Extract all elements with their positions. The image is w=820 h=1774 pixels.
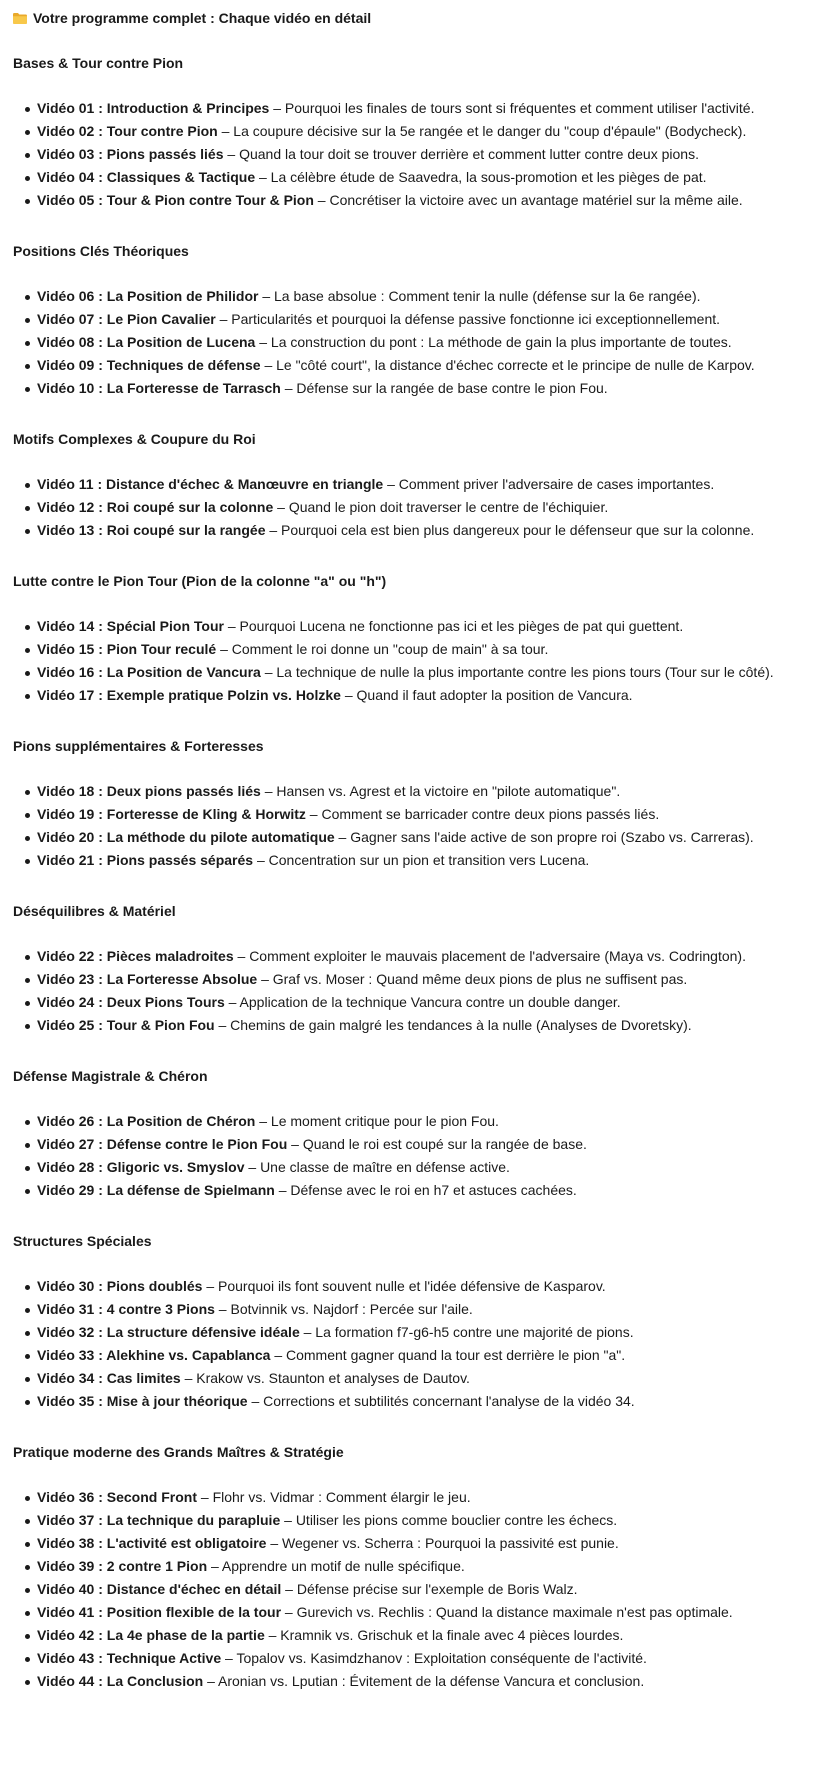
bullet-icon: [25, 1166, 30, 1171]
bullet-icon: [25, 1565, 30, 1570]
video-list-item: [13, 803, 813, 826]
bullet-icon: [25, 1400, 30, 1405]
video-list-item: [13, 308, 813, 331]
video-description: – Comment le roi donne un "coup de main" à sa tour.: [216, 641, 549, 657]
section-heading: Motifs Complexes & Coupure du Roi: [13, 431, 256, 447]
video-title: Vidéo 38 : L'activité est obligatoire: [37, 1535, 267, 1551]
video-title: Vidéo 19 : Forteresse de Kling & Horwitz: [37, 806, 306, 822]
video-list-item: [13, 1647, 813, 1670]
bullet-icon: [25, 1634, 30, 1639]
video-list-item: [13, 945, 813, 968]
video-description: – Gagner sans l'aide active de son propre roi (Szabo vs. Carreras).: [334, 829, 754, 845]
bullet-icon: [25, 836, 30, 841]
video-title: Vidéo 36 : Second Front: [37, 1489, 197, 1505]
video-description: – Comment priver l'adversaire de cases importantes.: [383, 476, 715, 492]
bullet-icon: [25, 1285, 30, 1290]
video-description: – Particularités et pourquoi la défense passive fonctionne ici exceptionnellement.: [215, 311, 721, 327]
video-list-item: [13, 1601, 813, 1624]
bullet-icon: [25, 859, 30, 864]
video-title: Vidéo 14 : Spécial Pion Tour: [37, 618, 224, 634]
video-description: – Krakow vs. Staunton et analyses de Dautov.: [180, 1370, 470, 1386]
section-heading: Positions Clés Théoriques: [13, 243, 189, 259]
video-description: – La base absolue : Comment tenir la nulle (défense sur la 6e rangée).: [258, 288, 701, 304]
sections-container: [13, 51, 813, 1693]
video-title: Vidéo 31 : 4 contre 3 Pions: [37, 1301, 215, 1317]
video-description: – La technique de nulle la plus importante contre les pions tours (Tour sur le côté).: [260, 664, 774, 680]
video-list: [13, 945, 813, 1037]
bullet-icon: [25, 364, 30, 369]
video-description: – Pourquoi Lucena ne fonctionne pas ici et les pièges de pat qui guettent.: [223, 618, 684, 634]
video-description: – Graf vs. Moser : Quand même deux pions de plus ne suffisent pas.: [257, 971, 688, 987]
video-title: Vidéo 15 : Pion Tour reculé: [37, 641, 217, 657]
video-list-item: [13, 473, 813, 496]
section-heading: Pratique moderne des Grands Maîtres & Stratégie: [13, 1444, 344, 1460]
video-title: Vidéo 27 : Défense contre le Pion Fou: [37, 1136, 288, 1152]
video-title: Vidéo 20 : La méthode du pilote automatique: [37, 829, 335, 845]
video-title: Vidéo 12 : Roi coupé sur la colonne: [37, 499, 274, 515]
section-heading: Structures Spéciales: [13, 1233, 152, 1249]
video-list-item: [13, 1321, 813, 1344]
bullet-icon: [25, 199, 30, 204]
program-section: [13, 1440, 813, 1693]
section-heading: Bases & Tour contre Pion: [13, 55, 184, 71]
bullet-icon: [25, 1354, 30, 1359]
bullet-icon: [25, 1143, 30, 1148]
video-title: Vidéo 29 : La défense de Spielmann: [37, 1182, 275, 1198]
video-title: Vidéo 41 : Position flexible de la tour: [37, 1604, 282, 1620]
video-title: Vidéo 13 : Roi coupé sur la rangée: [37, 522, 266, 538]
bullet-icon: [25, 318, 30, 323]
video-title: Vidéo 40 : Distance d'échec en détail: [37, 1581, 282, 1597]
video-description: – Kramnik vs. Grischuk et la finale avec 4 pièces lourdes.: [264, 1627, 624, 1643]
video-list-item: [13, 120, 813, 143]
video-title: Vidéo 18 : Deux pions passés liés: [37, 783, 261, 799]
video-title: Vidéo 30 : Pions doublés: [37, 1278, 203, 1294]
section-heading: Lutte contre le Pion Tour (Pion de la colonne "a" ou "h"): [13, 573, 387, 589]
video-title: Vidéo 21 : Pions passés séparés: [37, 852, 254, 868]
video-description: – Le moment critique pour le pion Fou.: [255, 1113, 499, 1129]
video-list-item: [13, 1578, 813, 1601]
video-description: – La construction du pont : La méthode de gain la plus importante de toutes.: [255, 334, 732, 350]
video-list-item: [13, 1344, 813, 1367]
video-list-item: [13, 684, 813, 707]
video-list-item: [13, 496, 813, 519]
video-description: – Gurevich vs. Rechlis : Quand la distance maximale n'est pas optimale.: [281, 1604, 733, 1620]
bullet-icon: [25, 694, 30, 699]
bullet-icon: [25, 1496, 30, 1501]
video-title: Vidéo 43 : Technique Active: [37, 1650, 222, 1666]
video-description: – Quand la tour doit se trouver derrière et comment lutter contre deux pions.: [223, 146, 699, 162]
video-list-item: [13, 1133, 813, 1156]
bullet-icon: [25, 1331, 30, 1336]
video-list-item: [13, 1390, 813, 1413]
bullet-icon: [25, 529, 30, 534]
bullet-icon: [25, 1308, 30, 1313]
video-description: – Aronian vs. Lputian : Évitement de la défense Vancura et conclusion.: [203, 1673, 645, 1689]
program-section: [13, 734, 813, 872]
video-description: – Comment exploiter le mauvais placement de l'adversaire (Maya vs. Codrington).: [233, 948, 746, 964]
video-title: Vidéo 24 : Deux Pions Tours: [37, 994, 225, 1010]
video-description: – La coupure décisive sur la 5e rangée et le danger du "coup d'épaule" (Bodycheck).: [217, 123, 747, 139]
video-list-item: [13, 780, 813, 803]
bullet-icon: [25, 1519, 30, 1524]
bullet-icon: [25, 295, 30, 300]
video-description: – La formation f7-g6-h5 contre une majorité de pions.: [299, 1324, 634, 1340]
bullet-icon: [25, 1611, 30, 1616]
video-list-item: [13, 143, 813, 166]
video-list-item: [13, 849, 813, 872]
video-description: – Défense sur la rangée de base contre le pion Fou.: [280, 380, 608, 396]
video-description: – Utiliser les pions comme bouclier contre les échecs.: [280, 1512, 618, 1528]
section-heading: Déséquilibres & Matériel: [13, 903, 176, 919]
video-title: Vidéo 17 : Exemple pratique Polzin vs. Holzke: [37, 687, 341, 703]
section-heading: Pions supplémentaires & Forteresses: [13, 738, 264, 754]
video-title: Vidéo 01 : Introduction & Principes: [37, 100, 270, 116]
video-list-item: [13, 1624, 813, 1647]
video-description: – Hansen vs. Agrest et la victoire en "pilote automatique".: [260, 783, 621, 799]
video-list-item: [13, 1110, 813, 1133]
video-description: – La célèbre étude de Saavedra, la sous-promotion et les pièges de pat.: [255, 169, 707, 185]
bullet-icon: [25, 1377, 30, 1382]
program-section: [13, 51, 813, 212]
video-title: Vidéo 32 : La structure défensive idéale: [37, 1324, 300, 1340]
bullet-icon: [25, 1001, 30, 1006]
video-list-item: [13, 97, 813, 120]
video-list: [13, 473, 813, 542]
video-title: Vidéo 39 : 2 contre 1 Pion: [37, 1558, 208, 1574]
video-description: – Une classe de maître en défense active.: [244, 1159, 510, 1175]
video-list-item: [13, 968, 813, 991]
video-list-item: [13, 1156, 813, 1179]
video-description: – Concrétiser la victoire avec un avantage matériel sur la même aile.: [313, 192, 743, 208]
video-title: Vidéo 37 : La technique du parapluie: [37, 1512, 281, 1528]
video-list: [13, 1486, 813, 1693]
bullet-icon: [25, 1680, 30, 1685]
bullet-icon: [25, 130, 30, 135]
bullet-icon: [25, 625, 30, 630]
bullet-icon: [25, 978, 30, 983]
bullet-icon: [25, 483, 30, 488]
video-title: Vidéo 06 : La Position de Philidor: [37, 288, 259, 304]
video-list-item: [13, 331, 813, 354]
video-title: Vidéo 26 : La Position de Chéron: [37, 1113, 256, 1129]
video-list: [13, 1275, 813, 1413]
video-list-item: [13, 826, 813, 849]
bullet-icon: [25, 790, 30, 795]
document-title-text: Votre programme complet : Chaque vidéo en détail: [33, 10, 372, 26]
video-list-item: [13, 615, 813, 638]
video-description: – Corrections et subtilités concernant l'analyse de la vidéo 34.: [247, 1393, 635, 1409]
video-description: – Comment gagner quand la tour est derrière le pion "a".: [270, 1347, 626, 1363]
video-list-item: [13, 189, 813, 212]
video-description: – Application de la technique Vancura contre un double danger.: [224, 994, 621, 1010]
video-description: – Botvinnik vs. Najdorf : Percée sur l'aile.: [214, 1301, 473, 1317]
bullet-icon: [25, 671, 30, 676]
video-description: – Quand le pion doit traverser le centre de l'échiquier.: [273, 499, 609, 515]
video-list-item: [13, 1670, 813, 1693]
video-list-item: [13, 285, 813, 308]
video-description: – Comment se barricader contre deux pions passés liés.: [305, 806, 660, 822]
bullet-icon: [25, 648, 30, 653]
bullet-icon: [25, 153, 30, 158]
bullet-icon: [25, 176, 30, 181]
video-list-item: [13, 638, 813, 661]
video-description: – Quand il faut adopter la position de Vancura.: [340, 687, 633, 703]
video-title: Vidéo 33 : Alekhine vs. Capablanca: [37, 1347, 271, 1363]
video-title: Vidéo 22 : Pièces maladroites: [37, 948, 234, 964]
video-description: – Topalov vs. Kasimdzhanov : Exploitation conséquente de l'activité.: [221, 1650, 647, 1666]
video-list-item: [13, 519, 813, 542]
video-list: [13, 615, 813, 707]
program-section: [13, 427, 813, 542]
video-title: Vidéo 05 : Tour & Pion contre Tour & Pion: [37, 192, 314, 208]
folder-icon: [13, 13, 27, 24]
program-section: [13, 899, 813, 1037]
video-title: Vidéo 07 : Le Pion Cavalier: [37, 311, 216, 327]
bullet-icon: [25, 1657, 30, 1662]
video-description: – Flohr vs. Vidmar : Comment élargir le jeu.: [197, 1489, 471, 1505]
bullet-icon: [25, 107, 30, 112]
video-title: Vidéo 10 : La Forteresse de Tarrasch: [37, 380, 281, 396]
video-list: [13, 1110, 813, 1202]
video-title: Vidéo 28 : Gligoric vs. Smyslov: [37, 1159, 245, 1175]
video-list-item: [13, 166, 813, 189]
video-title: Vidéo 42 : La 4e phase de la partie: [37, 1627, 265, 1643]
program-section: [13, 1064, 813, 1202]
program-section: [13, 569, 813, 707]
bullet-icon: [25, 1024, 30, 1029]
video-title: Vidéo 03 : Pions passés liés: [37, 146, 224, 162]
bullet-icon: [25, 813, 30, 818]
video-list: [13, 780, 813, 872]
program-section: [13, 1229, 813, 1413]
video-list-item: [13, 377, 813, 400]
video-title: Vidéo 04 : Classiques & Tactique: [37, 169, 256, 185]
video-description: – Quand le roi est coupé sur la rangée de base.: [287, 1136, 587, 1152]
video-description: – Le "côté court", la distance d'échec correcte et le principe de nulle de Karpov.: [260, 357, 755, 373]
video-list-item: [13, 991, 813, 1014]
video-list-item: [13, 354, 813, 377]
bullet-icon: [25, 506, 30, 511]
program-section: [13, 239, 813, 400]
video-description: – Pourquoi cela est bien plus dangereux pour le défenseur que sur la colonne.: [265, 522, 755, 538]
document-title: [13, 6, 813, 30]
video-title: Vidéo 35 : Mise à jour théorique: [37, 1393, 248, 1409]
video-description: – Apprendre un motif de nulle spécifique.: [207, 1558, 465, 1574]
video-list: [13, 285, 813, 400]
video-title: Vidéo 34 : Cas limites: [37, 1370, 181, 1386]
bullet-icon: [25, 341, 30, 346]
video-description: – Défense avec le roi en h7 et astuces cachées.: [274, 1182, 577, 1198]
video-description: – Pourquoi les finales de tours sont si fréquentes et comment utiliser l'activité.: [269, 100, 755, 116]
video-title: Vidéo 16 : La Position de Vancura: [37, 664, 261, 680]
bullet-icon: [25, 1542, 30, 1547]
video-list-item: [13, 1367, 813, 1390]
section-heading: Défense Magistrale & Chéron: [13, 1068, 208, 1084]
video-list-item: [13, 1014, 813, 1037]
video-list-item: [13, 661, 813, 684]
video-description: – Chemins de gain malgré les tendances à la nulle (Analyses de Dvoretsky).: [214, 1017, 692, 1033]
video-title: Vidéo 44 : La Conclusion: [37, 1673, 204, 1689]
video-list-item: [13, 1179, 813, 1202]
bullet-icon: [25, 1588, 30, 1593]
video-title: Vidéo 25 : Tour & Pion Fou: [37, 1017, 215, 1033]
video-title: Vidéo 09 : Techniques de défense: [37, 357, 261, 373]
video-description: – Défense précise sur l'exemple de Boris Walz.: [281, 1581, 578, 1597]
video-title: Vidéo 08 : La Position de Lucena: [37, 334, 256, 350]
video-title: Vidéo 11 : Distance d'échec & Manœuvre en triangle: [37, 476, 384, 492]
bullet-icon: [25, 955, 30, 960]
video-list-item: [13, 1532, 813, 1555]
video-list-item: [13, 1509, 813, 1532]
video-title: Vidéo 23 : La Forteresse Absolue: [37, 971, 258, 987]
video-list-item: [13, 1298, 813, 1321]
video-description: – Concentration sur un pion et transition vers Lucena.: [253, 852, 590, 868]
video-list: [13, 97, 813, 212]
video-description: – Pourquoi ils font souvent nulle et l'idée défensive de Kasparov.: [202, 1278, 606, 1294]
video-description: – Wegener vs. Scherra : Pourquoi la passivité est punie.: [266, 1535, 619, 1551]
video-list-item: [13, 1275, 813, 1298]
video-list-item: [13, 1486, 813, 1509]
bullet-icon: [25, 1120, 30, 1125]
video-list-item: [13, 1555, 813, 1578]
bullet-icon: [25, 387, 30, 392]
video-title: Vidéo 02 : Tour contre Pion: [37, 123, 218, 139]
bullet-icon: [25, 1189, 30, 1194]
